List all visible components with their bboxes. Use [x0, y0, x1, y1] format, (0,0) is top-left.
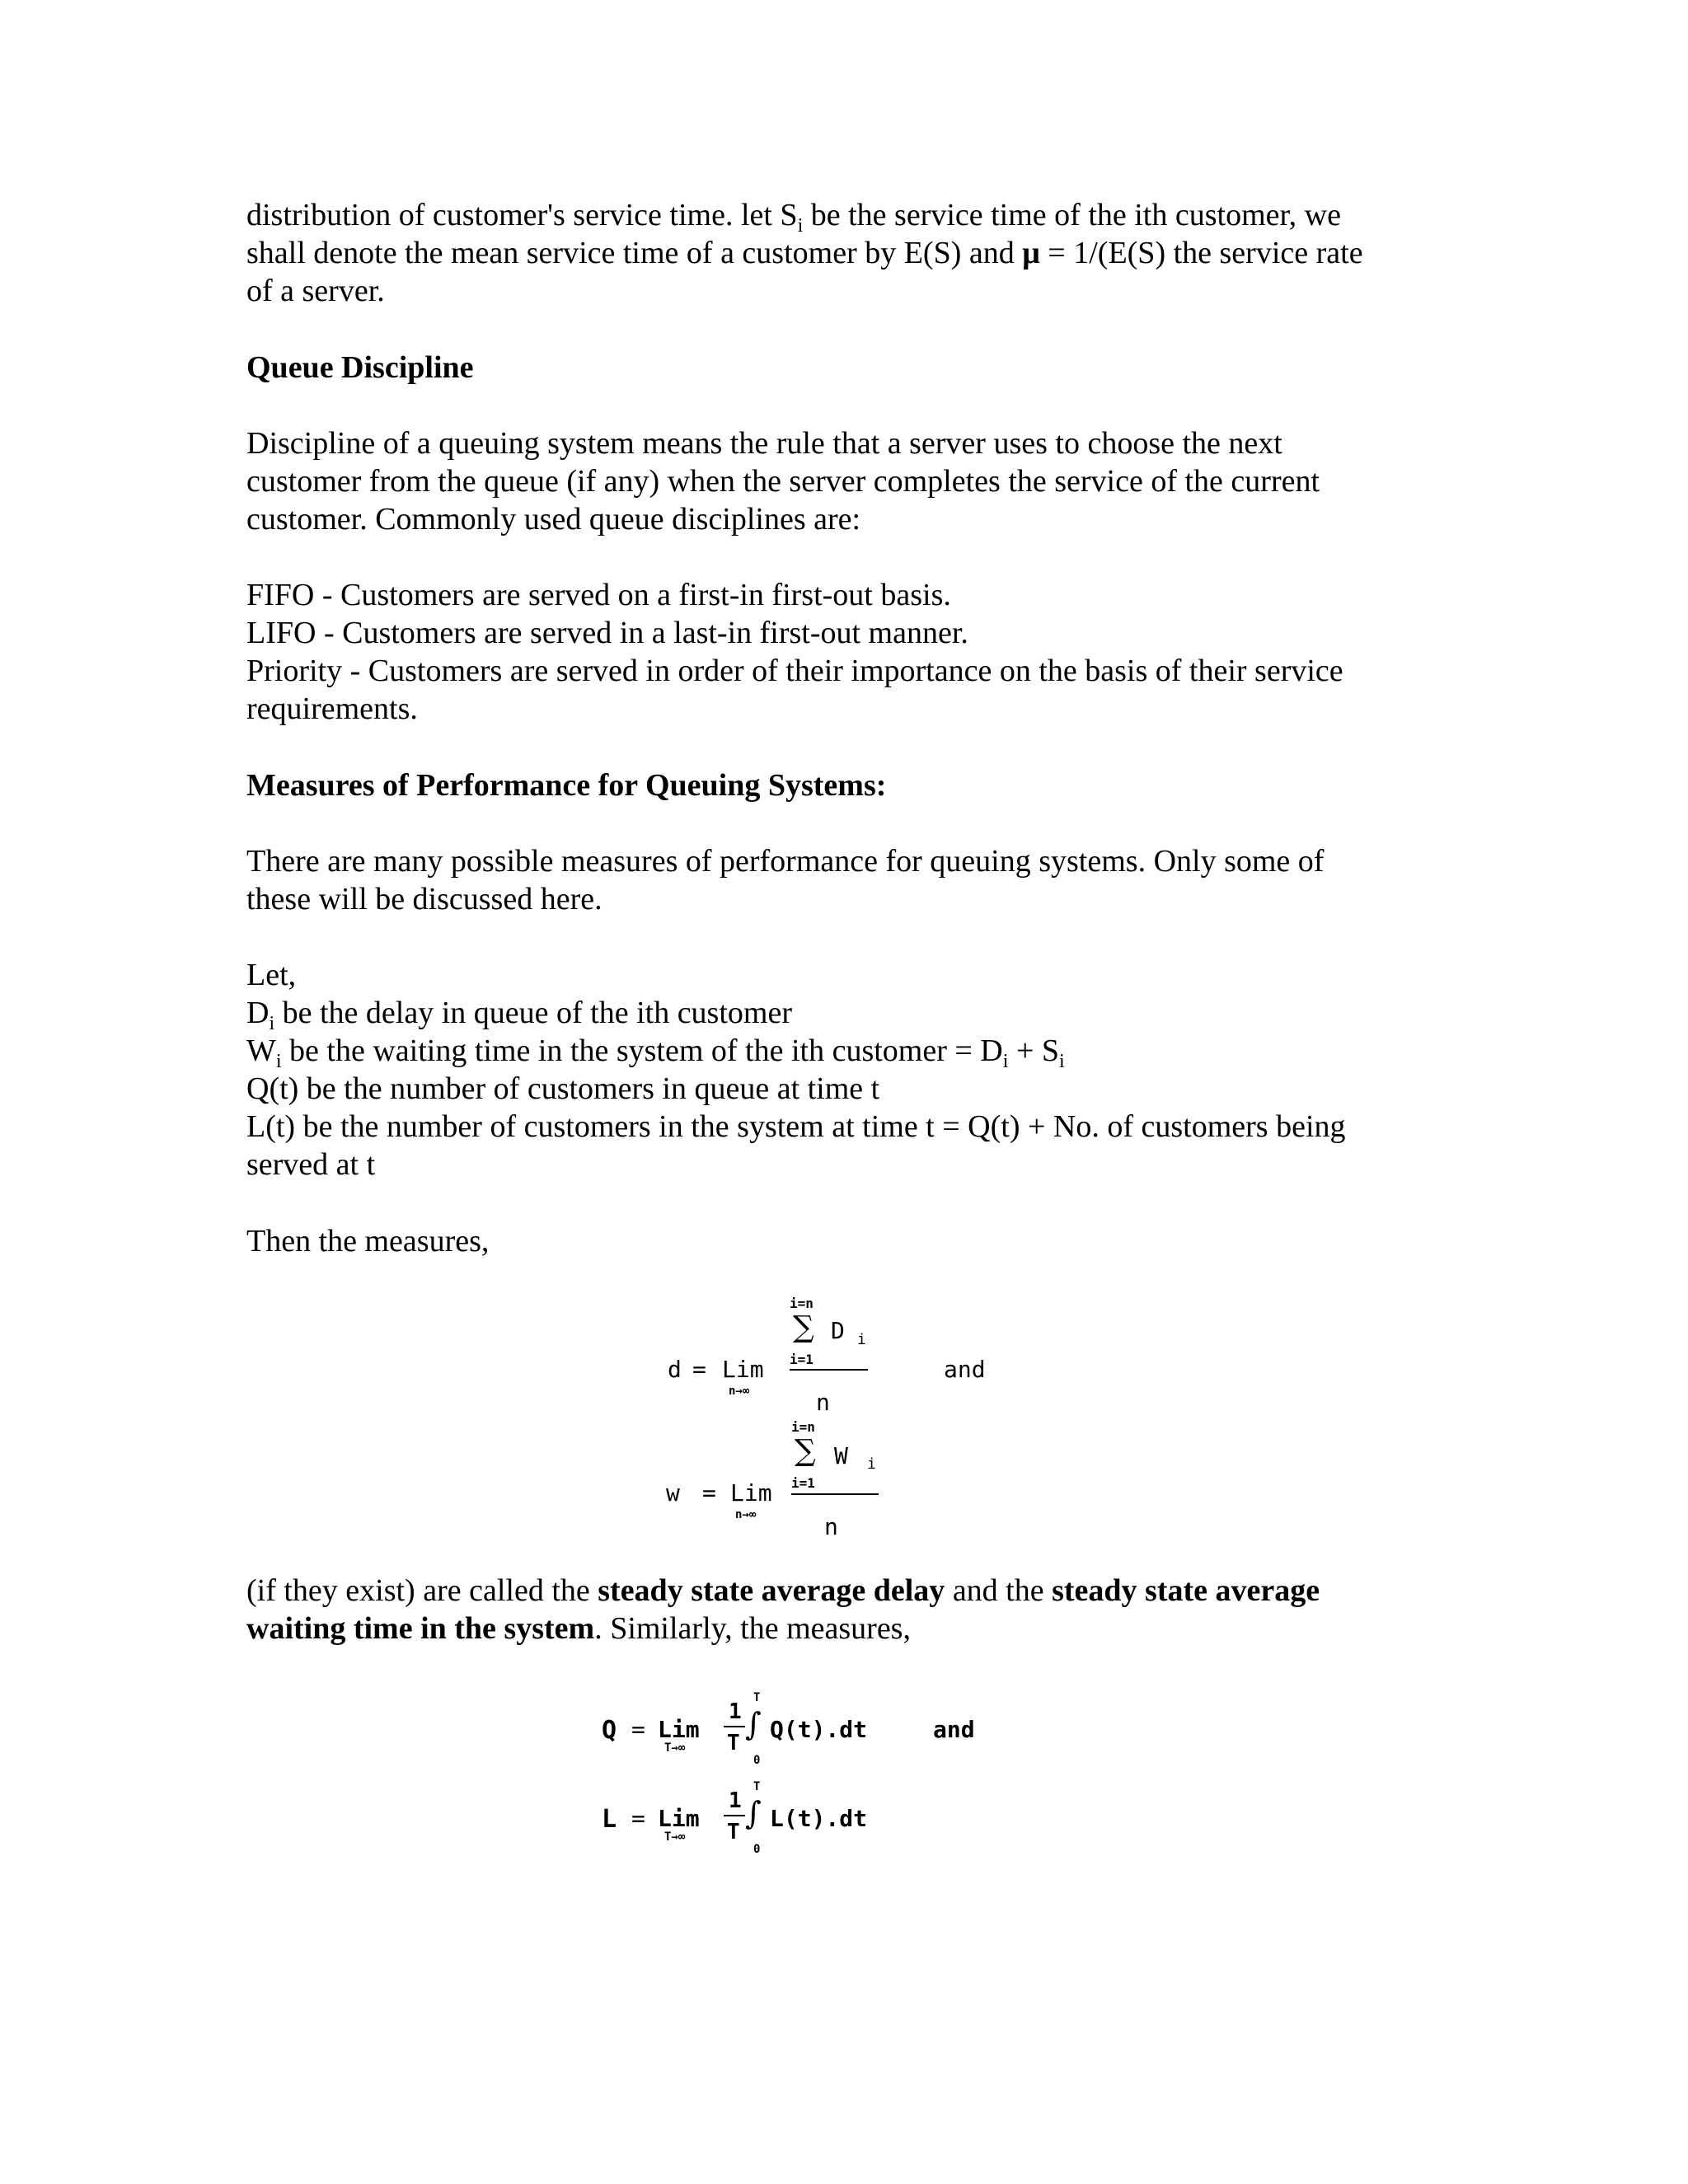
limit-operator: Lim	[730, 1479, 772, 1507]
sum-term: W	[834, 1442, 848, 1469]
limit-operator: Lim	[658, 1805, 700, 1832]
mu-symbol: μ	[1022, 236, 1040, 270]
denominator: n	[816, 1389, 830, 1416]
queue-discipline-paragraph	[246, 424, 1450, 538]
fraction-numerator: 1	[729, 1788, 742, 1813]
list-item-fifo: FIFO - Customers are served on a first-in first-out basis.	[246, 578, 951, 612]
formula-lhs-l: L	[602, 1805, 617, 1834]
fraction-denominator: T	[727, 1731, 740, 1755]
sum-lower-limit: i=1	[790, 1352, 814, 1367]
and-text: and	[944, 1356, 986, 1383]
fraction-denominator: T	[727, 1820, 740, 1844]
equals-sign: =	[692, 1356, 706, 1383]
integral-lower-limit: 0	[753, 1754, 761, 1767]
fraction-bar	[724, 1815, 745, 1816]
paragraph-line: these will be discussed here.	[246, 882, 603, 916]
limit-subscript: T→∞	[664, 1741, 686, 1755]
sum-term-subscript: i	[867, 1455, 876, 1473]
then-text: Then the measures,	[246, 1224, 490, 1258]
sum-lower-limit: i=1	[791, 1475, 815, 1491]
fraction-bar	[724, 1726, 745, 1727]
paragraph-line: customer. Commonly used queue disciplines are:	[246, 502, 861, 537]
integral-symbol: ∫	[745, 1706, 762, 1742]
limit-subscript: n→∞	[729, 1385, 750, 1398]
measures-paragraph	[246, 842, 1450, 918]
queue-discipline-heading: Queue Discipline	[246, 350, 474, 385]
bold-term: steady state average	[1052, 1573, 1320, 1608]
sum-upper-limit: i=n	[791, 1419, 815, 1435]
integral-upper-limit: T	[753, 1780, 761, 1793]
limit-operator: Lim	[658, 1716, 700, 1743]
integral-lower-limit: 0	[753, 1843, 761, 1856]
list-item-priority: requirements.	[246, 691, 418, 726]
intro-text: distribution of customer's service time. let S	[246, 198, 798, 232]
list-item-priority: Priority - Customers are served in order of their importance on the basis of their service	[246, 654, 1343, 688]
paragraph-line: customer from the queue (if any) when the server completes the service of the current	[246, 464, 1320, 499]
formula-lhs-d: d	[668, 1356, 682, 1383]
definition-waiting: $W_i$ be the waiting time in the system of the ith customer = $D_i + S_i$	[246, 1033, 1065, 1072]
definition-system: served at t	[246, 1147, 376, 1182]
list-item-lifo: LIFO - Customers are served in a last-in first-out manner.	[246, 616, 968, 650]
fraction-bar	[791, 1493, 879, 1495]
paragraph-line: Discipline of a queuing system means the rule that a server uses to choose the next	[246, 426, 1282, 461]
measures-heading: Measures of Performance for Queuing Systems:	[246, 768, 887, 803]
definition-queue: Q(t) be the number of customers in queue at time t	[246, 1071, 880, 1106]
sigma-symbol: ∑	[793, 1310, 814, 1344]
definition-delay: $D_i$ be the delay in queue of the ith customer	[246, 996, 792, 1034]
equals-sign: =	[631, 1805, 645, 1832]
sum-term: D	[831, 1317, 845, 1344]
integral-upper-limit: T	[753, 1691, 761, 1704]
intro-text: = 1/(E(S) the service rate	[1039, 236, 1363, 270]
intro-text: be the service time of the ith customer, we	[803, 198, 1341, 232]
limit-subscript: T→∞	[664, 1830, 686, 1844]
intro-paragraph	[246, 196, 1450, 310]
formula-lhs-q: Q	[602, 1716, 617, 1745]
integrand: Q(t).dt	[770, 1716, 868, 1743]
steady-state-paragraph: (if they exist) are called the steady state average delay and the steady state average waiting time in the system. Similarly, the measures,	[246, 1573, 1320, 1646]
definitions	[246, 956, 1450, 1183]
definition-system: L(t) be the number of customers in the system at time t = Q(t) + No. of customers being	[246, 1109, 1346, 1144]
limit-operator: Lim	[722, 1356, 764, 1383]
formula-lhs-w: w	[666, 1479, 680, 1507]
fraction-numerator: 1	[729, 1699, 742, 1724]
fraction-bar	[790, 1369, 868, 1371]
bold-term: steady state average delay	[598, 1573, 945, 1608]
intro-text: of a server.	[246, 274, 385, 308]
equals-sign: =	[631, 1716, 645, 1743]
sigma-symbol: ∑	[795, 1434, 816, 1468]
equals-sign: =	[702, 1479, 716, 1507]
limit-subscript: n→∞	[735, 1508, 757, 1521]
let-text: Let,	[246, 958, 297, 992]
sum-upper-limit: i=n	[790, 1296, 814, 1311]
intro-text: shall denote the mean service time of a customer by E(S) and	[246, 236, 1023, 270]
bold-term: waiting time in the system	[246, 1611, 595, 1646]
sum-term-subscript: i	[857, 1331, 866, 1348]
discipline-list	[246, 576, 1450, 728]
integral-symbol: ∫	[745, 1795, 762, 1831]
denominator: n	[824, 1513, 838, 1540]
and-text: and	[933, 1716, 975, 1743]
paragraph-line: There are many possible measures of performance for queuing systems. Only some of	[246, 844, 1325, 879]
subscript: i	[797, 215, 804, 237]
integrand: L(t).dt	[770, 1805, 868, 1832]
